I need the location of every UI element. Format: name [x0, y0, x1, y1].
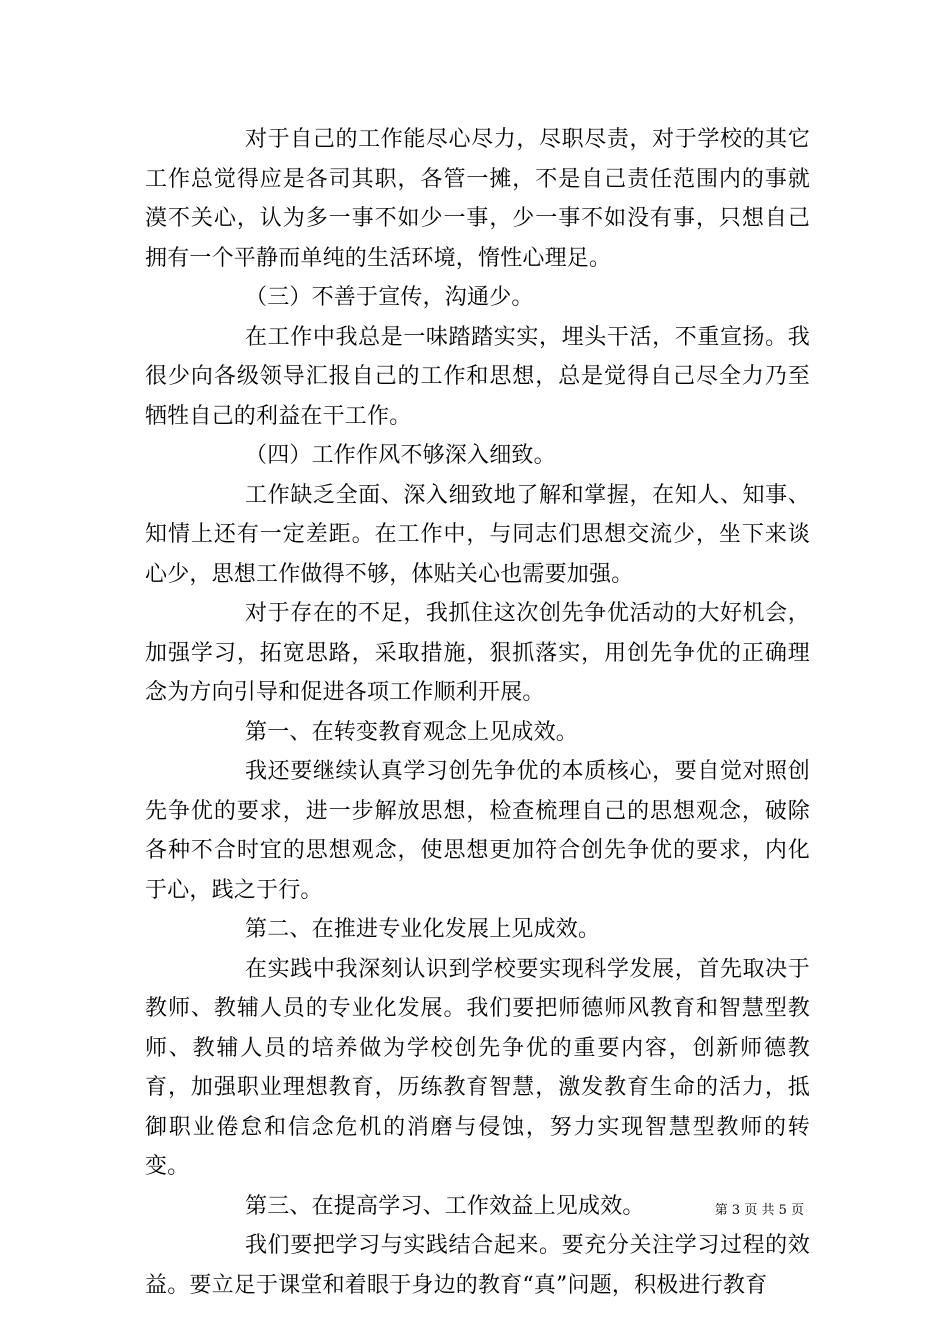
paragraph: 在实践中我深刻认识到学校要实现科学发展，首先取决于教师、教辅人员的专业化发展。我们要把师德师风教育和智慧型教师、教辅人员的培养做为学校创先争优的重要内容，创新师德教育，加强职业理想教育，历练教育智慧，激发教育生命的活力，抵御职业倦怠和信念危机的消磨与侵蚀，努力实现智慧型教师的转变。 [145, 956, 810, 1179]
paragraph: 对于存在的不足，我抓住这次创先争优活动的大好机会，加强学习，拓宽思路，采取措施，狠抓落实，用创先争优的正确理念为方向引导和促进各项工作顺利开展。 [145, 601, 810, 705]
paragraph: 在工作中我总是一味踏踏实实，埋头干活，不重宣扬。我很少向各级领导汇报自己的工作和思想，总是觉得自己尽全力乃至牺牲自己的利益在干工作。 [145, 324, 810, 429]
document-body [145, 120, 810, 1305]
section-heading: （三）不善于宣传，沟通少。 [245, 285, 534, 310]
section-heading: 第二、在推进专业化发展上见成效。 [245, 917, 601, 942]
section-heading: 第三、在提高学习、工作效益上见成效。 [245, 1193, 645, 1219]
paragraph: 对于自己的工作能尽心尽力，尽职尽责，对于学校的其它工作总觉得应是各司其职，各管一摊，不是自己责任范围内的事就漠不关心，认为多一事不如少一事，少一事不如没有事，只想自己拥有一个平静而单纯的生活环境，惰性心理足。 [145, 127, 810, 271]
paragraph: 工作缺乏全面、深入细致地了解和掌握，在知人、知事、知情上还有一定差距。在工作中，与同志们思想交流少，坐下来谈心少，思想工作做得不够，体贴关心也需要加强。 [145, 482, 810, 587]
paragraph: 我还要继续认真学习创先争优的本质核心，要自觉对照创先争优的要求，进一步解放思想，检查梳理自己的思想观念，破除各种不合时宜的思想观念，使思想更加符合创先争优的要求，内化于心，践之于行。 [145, 759, 810, 903]
paragraph: 我们要把学习与实践结合起来。要充分关注学习过程的效益。要立足于课堂和着眼于身边的教育“真”问题，积极进行教育 [145, 1233, 810, 1298]
section-heading: 第一、在转变教育观念上见成效。 [245, 719, 579, 745]
page-number: 第 3 页 共 5 页 [714, 1203, 804, 1218]
section-heading: （四）工作作风不够深入细致。 [245, 443, 556, 468]
